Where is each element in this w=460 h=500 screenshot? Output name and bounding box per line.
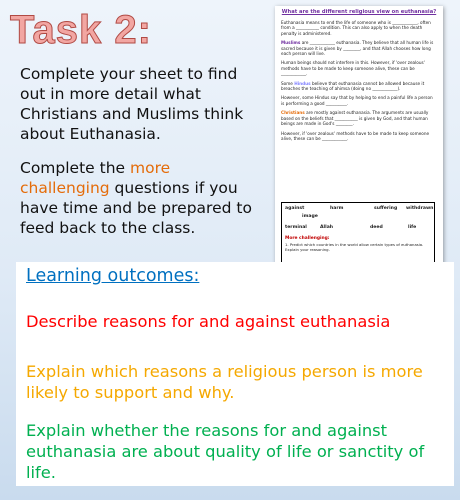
instruction-text: Complete the [20, 159, 130, 177]
learning-outcome-3: Explain whether the reasons for and against euthanasia are about quality of life or sanctity of life. [26, 421, 425, 482]
word-bank-item: deed [370, 225, 383, 230]
worksheet-paragraph: However, some Hindus say that by helping to end a painful life a person is performing a good __________. [281, 95, 433, 106]
worksheet-thumbnail [275, 6, 443, 291]
word-bank-item: terminal [285, 225, 307, 230]
instruction-text: questions if you have time and be prepared to feed back to the class. [20, 179, 252, 237]
learning-outcomes-panel [16, 262, 454, 486]
worksheet-text: are mostly against euthanasia. The arguments are usually based on the beliefs that ___________ is given by God, and that human beings are made in God's ________. [281, 110, 429, 127]
word-bank-item: harm [330, 206, 344, 211]
worksheet-text: Some [281, 80, 295, 86]
word-bank-item: life [408, 225, 417, 230]
word-bank-item: suffering [374, 206, 398, 211]
worksheet-paragraph: Euthanasia means to end the life of someone who is ____________, often from a ___________ condition. This can also apply to when the death penalty is administered. [281, 20, 431, 36]
task-title: Task 2: [10, 8, 152, 52]
worksheet-title: What are the different religious view on euthanasia? [281, 9, 437, 15]
worksheet-paragraph [281, 40, 437, 56]
more-challenging-highlight: more challenging [20, 159, 171, 197]
word-bank-item: withdrawn [406, 206, 434, 211]
challenge-question-1: 1. Predict which countries in the world allow certain types of euthanasia. Explain your reasoning. [285, 242, 424, 252]
worksheet-text: believe that euthanasia cannot be allowed because it breaches the teaching of ahimsa (doing no ____________). [281, 80, 425, 92]
learning-outcome-2: Explain which reasons a religious person is more likely to support and why. [26, 362, 423, 402]
worksheet-paragraph: Human beings should not interfere in this. However, if 'over zealous' methods have to be made to keep someone alive, these can be ____________. [281, 60, 425, 77]
task-instructions [20, 64, 256, 252]
word-bank-item: against [285, 206, 305, 211]
worksheet-paragraph [281, 81, 437, 92]
more-challenging-label: More challenging: [285, 236, 330, 241]
worksheet-paragraph: However, if 'over zealous' methods have to be made to keep someone alive, these can be ____________. [281, 130, 430, 141]
instruction-paragraph-1: Complete your sheet to find out in more detail what Christians and Muslims think about Euthanasia. [20, 65, 244, 143]
worksheet-text: are ____________ euthanasia. They believe that all human life is sacred because it is given by ________, and that Allah chooses how long each person will live. [281, 40, 434, 57]
instruction-paragraph-2 [20, 158, 256, 238]
word-bank-item: image [302, 214, 318, 219]
learning-outcome-1: Describe reasons for and against euthanasia [26, 312, 391, 331]
worksheet-paragraph [281, 110, 437, 126]
hindus-label: Hindus [294, 80, 311, 86]
muslims-label: Muslims [281, 40, 301, 46]
learning-outcomes-heading: Learning outcomes: [26, 266, 200, 286]
christians-label: Christians [281, 110, 305, 116]
word-bank-item: Allah [320, 225, 334, 230]
